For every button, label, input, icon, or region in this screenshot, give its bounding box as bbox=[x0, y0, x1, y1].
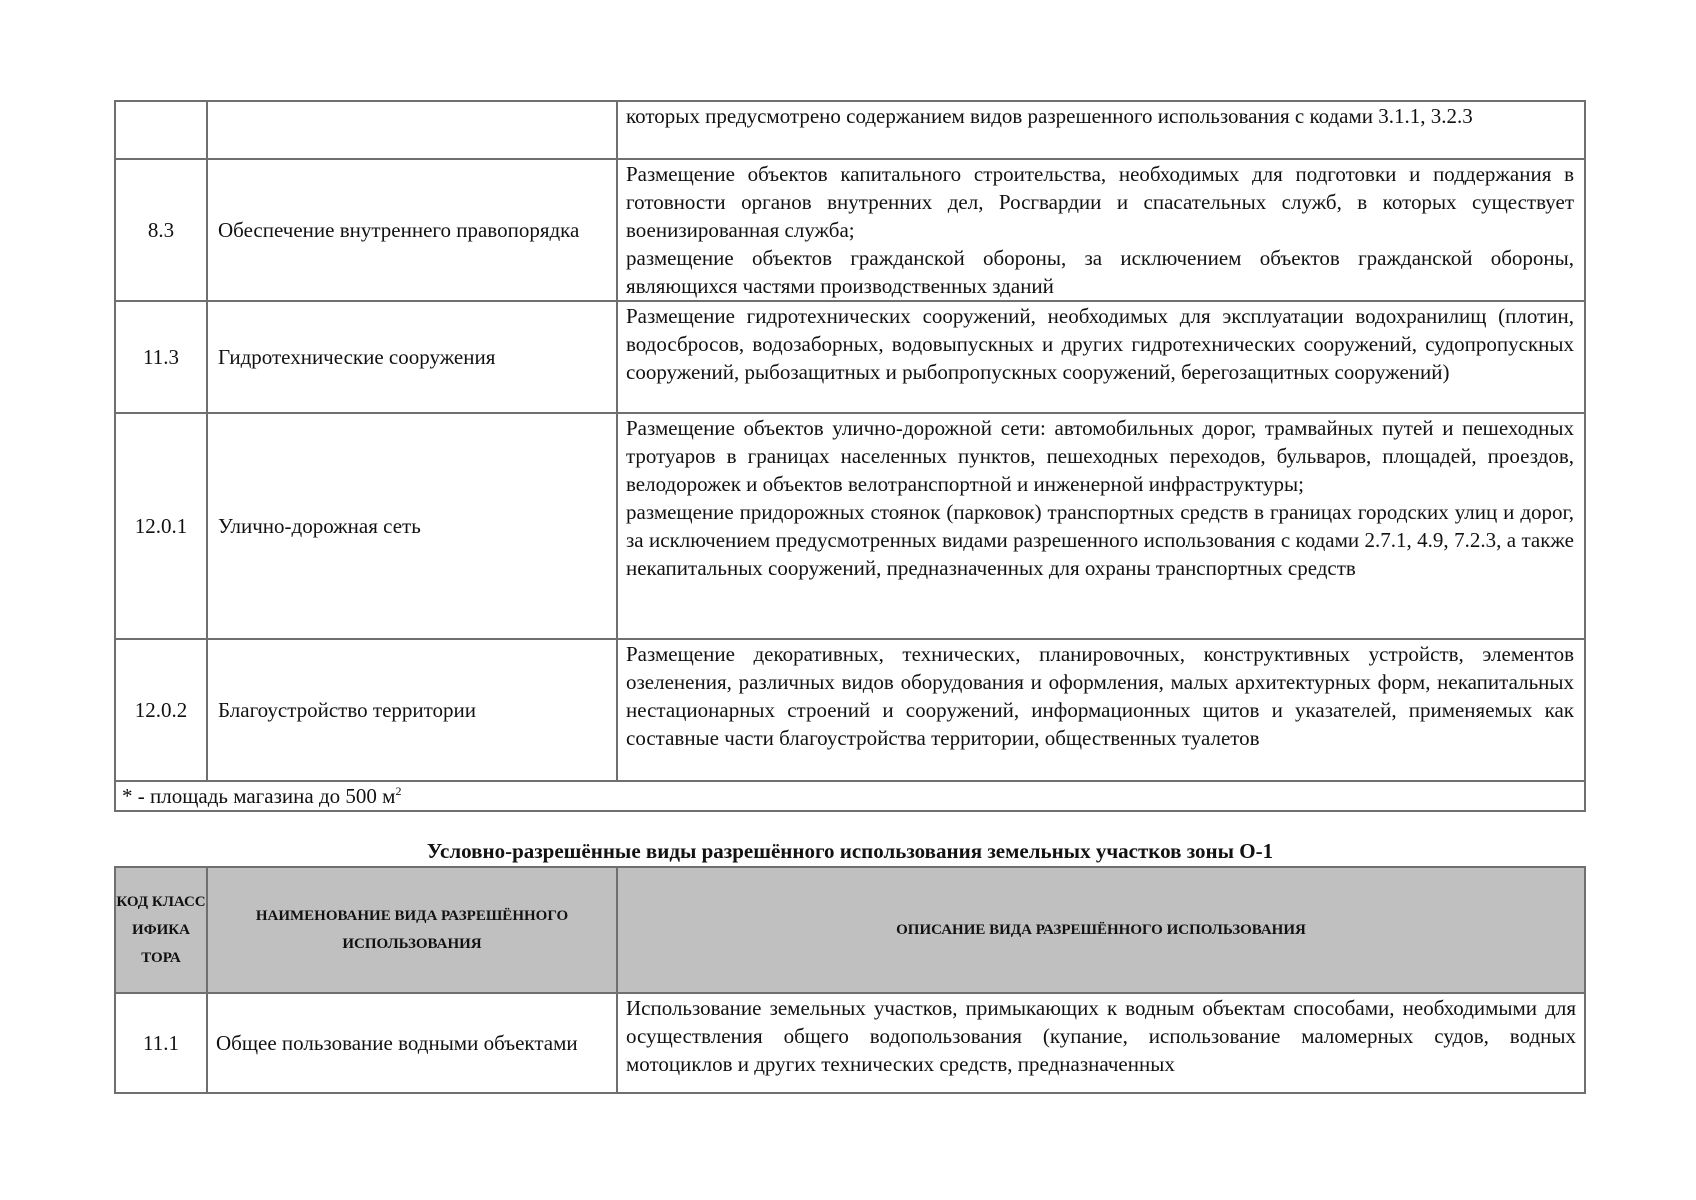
description-text: Размещение гидротехнических сооружений, необходимых для эксплуатации водохранилищ (плотин, водосбросов, водозаборных, водовыпускных и других гидротехнических сооружений, судопропускных сооружений, рыбозащитных и рыбопропускных сооружений, берегозащитных сооружений) bbox=[626, 304, 1574, 384]
conditional-uses-table bbox=[114, 866, 1586, 1094]
name-cell: Гидротехнические сооружения bbox=[207, 301, 617, 413]
code-cell: 11.1 bbox=[115, 993, 207, 1093]
column-header-code: КОД КЛАСС ИФИКА ТОРА bbox=[115, 867, 207, 993]
name-cell: Улично-дорожная сеть bbox=[207, 413, 617, 639]
description-cell bbox=[617, 101, 1585, 159]
description-text: Размещение объектов капитального строительства, необходимых для подготовки и поддержания в готовности органов внутренних дел, Росгвардии и спасательных служб, в которых существует военизированная служба; bbox=[626, 162, 1574, 242]
section-title: Условно-разрешённые виды разрешённого использования земельных участков зоны О-1 bbox=[426, 839, 1274, 863]
table-row bbox=[115, 159, 1585, 301]
column-header-name: НАИМЕНОВАНИЕ ВИДА РАЗРЕШЁННОГО ИСПОЛЬЗОВАНИЯ bbox=[207, 867, 617, 993]
description-text: Размещение декоративных, технических, планировочных, конструктивных устройств, элементов озеленения, различных видов оборудования и оформления, малых архитектурных форм, некапитальных нестационарных строений и сооружений, информационных щитов и указателей, применяемых как составные части благоустройства территории, общественных туалетов bbox=[626, 642, 1574, 750]
footnote-row bbox=[115, 781, 1585, 811]
description-text: размещение объектов гражданской обороны, за исключением объектов гражданской обороны, являющихся частями производственных зданий bbox=[626, 246, 1574, 298]
description-cell bbox=[617, 301, 1585, 413]
description-cell bbox=[617, 413, 1585, 639]
code-cell: 12.0.2 bbox=[115, 639, 207, 781]
description-cell: Использование земельных участков, примыкающих к водным объектам способами, необходимыми для осуществления общего водопользования (купание, использование маломерных судов, водных мотоциклов и других технических средств, предназначенных bbox=[617, 993, 1585, 1093]
description-cell bbox=[617, 639, 1585, 781]
footnote bbox=[115, 781, 1585, 811]
name-cell: Благоустройство территории bbox=[207, 639, 617, 781]
description-cell bbox=[617, 159, 1585, 301]
footnote-text: * - площадь магазина до 500 м bbox=[122, 784, 396, 808]
description-text: размещение придорожных стоянок (парковок) транспортных средств в границах городских улиц и дорог, за исключением предусмотренных видами разрешенного использования с кодами 2.7.1, 4.9, 7.2.3, а также некапитальных сооружений, предназначенных для охраны транспортных средств bbox=[626, 500, 1574, 580]
name-cell bbox=[207, 101, 617, 159]
column-header-description: ОПИСАНИЕ ВИДА РАЗРЕШЁННОГО ИСПОЛЬЗОВАНИЯ bbox=[617, 867, 1585, 993]
code-cell: 12.0.1 bbox=[115, 413, 207, 639]
name-cell: Общее пользование водными объектами bbox=[207, 993, 617, 1093]
description-text: Размещение объектов улично-дорожной сети: автомобильных дорог, трамвайных путей и пешеходных тротуаров в границах населенных пунктов, пешеходных переходов, бульваров, площадей, проездов, велодорожек и объектов велотранспортной и инженерной инфраструктуры; bbox=[626, 416, 1574, 496]
table-row bbox=[115, 101, 1585, 159]
code-cell bbox=[115, 101, 207, 159]
table-row bbox=[115, 301, 1585, 413]
table-header-row bbox=[115, 867, 1585, 993]
name-cell: Обеспечение внутреннего правопорядка bbox=[207, 159, 617, 301]
table-row bbox=[115, 993, 1585, 1093]
footnote-superscript: 2 bbox=[395, 784, 402, 798]
code-cell: 8.3 bbox=[115, 159, 207, 301]
permitted-uses-table bbox=[114, 100, 1586, 812]
table-row bbox=[115, 413, 1585, 639]
description-text: которых предусмотрено содержанием видов разрешенного использования с кодами 3.1.1, 3.2.3 bbox=[626, 104, 1473, 128]
table-row bbox=[115, 639, 1585, 781]
code-cell: 11.3 bbox=[115, 301, 207, 413]
